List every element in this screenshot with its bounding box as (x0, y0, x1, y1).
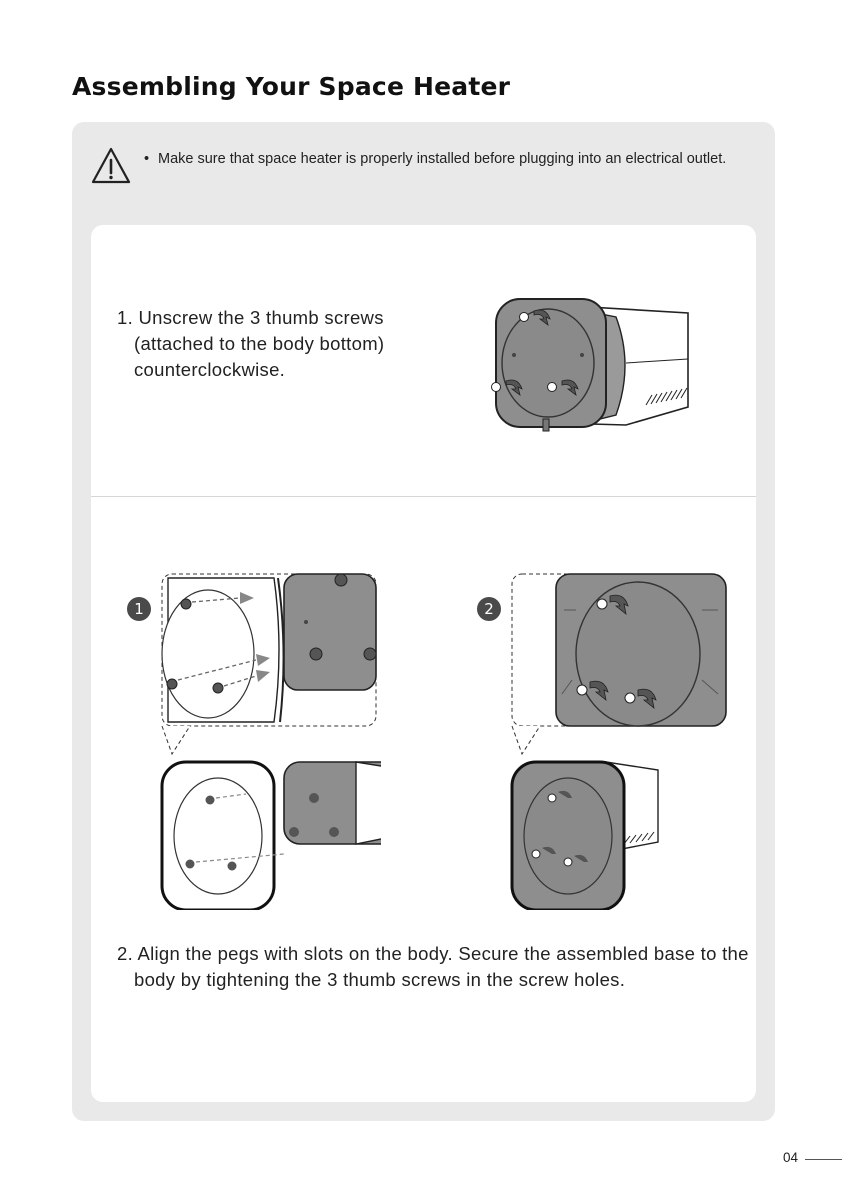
page-title: Assembling Your Space Heater (72, 72, 511, 101)
page-number: 04 (783, 1150, 799, 1165)
step-1-text: 1. Unscrew the 3 thumb screws (attached to the body bottom) counterclockwise. (117, 307, 385, 380)
tighten-screws-illustration (506, 570, 731, 910)
warning-triangle-icon (90, 146, 132, 186)
assembly-panel (72, 122, 775, 1121)
step-2-text: 2. Align the pegs with slots on the body. Secure the assembled base to the body by tightening the 3 thumb screws in the screw holes. (117, 943, 749, 990)
instructions-card (91, 225, 756, 1102)
warning-text: • Make sure that space heater is properly installed before plugging into an electrical outlet. (144, 148, 744, 170)
align-pegs-illustration (156, 570, 381, 910)
step-1-illustration (476, 295, 701, 435)
sub-step-1-badge: 1 (127, 597, 151, 621)
sub-step-2-badge: 2 (477, 597, 501, 621)
warning-list (144, 148, 744, 170)
step-divider (91, 496, 756, 497)
page-number-rule (805, 1159, 842, 1160)
